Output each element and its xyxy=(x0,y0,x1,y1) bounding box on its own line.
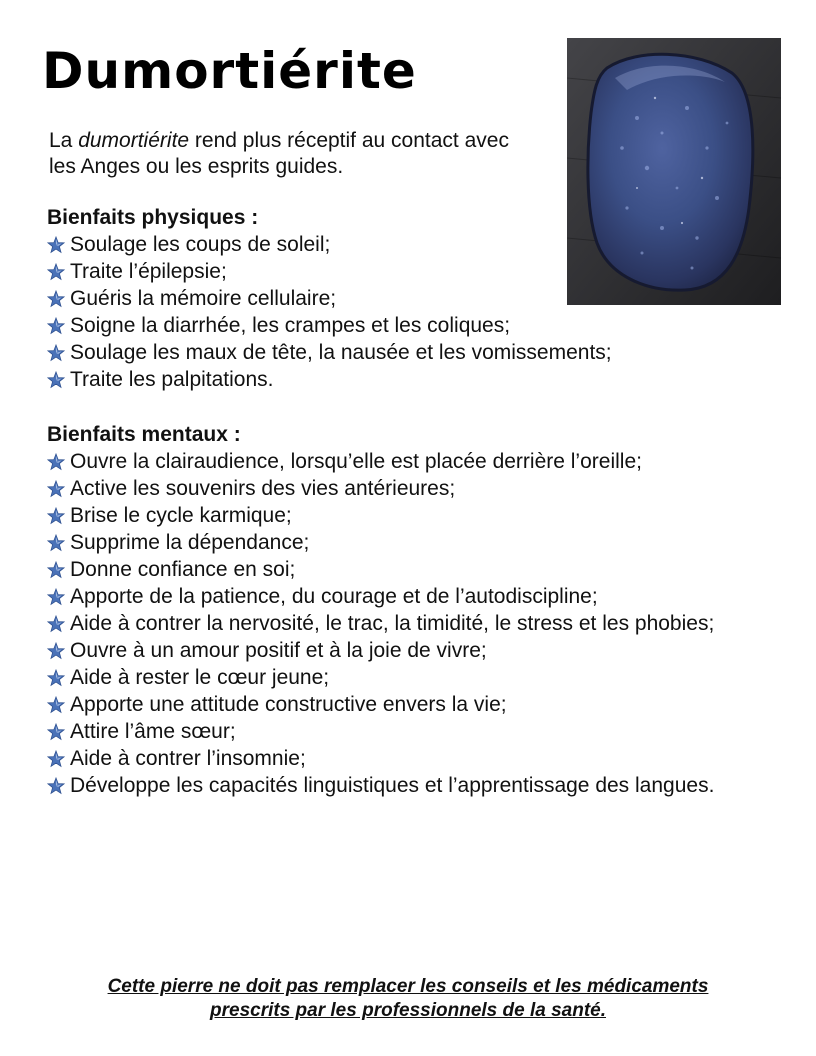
star-icon xyxy=(47,615,65,633)
list-item xyxy=(47,637,730,664)
list-item-text: Soigne la diarrhée, les crampes et les coliques; xyxy=(70,314,511,337)
mental-benefits-list xyxy=(47,448,730,799)
mental-benefits-heading: Bienfaits mentaux : xyxy=(47,423,241,446)
star-icon xyxy=(47,453,65,471)
star-icon xyxy=(47,290,65,308)
list-item xyxy=(47,556,730,583)
health-disclaimer xyxy=(0,975,816,1023)
list-item xyxy=(47,475,730,502)
list-item xyxy=(47,502,730,529)
star-icon xyxy=(47,344,65,362)
star-icon xyxy=(47,480,65,498)
star-icon xyxy=(47,561,65,579)
list-item-text: Aide à contrer l’insomnie; xyxy=(70,747,306,770)
list-item-text: Apporte de la patience, du courage et de l’autodiscipline; xyxy=(70,585,598,608)
list-item-text: Guéris la mémoire cellulaire; xyxy=(70,287,337,310)
list-item-text: Ouvre la clairaudience, lorsqu’elle est placée derrière l’oreille; xyxy=(70,450,642,473)
star-icon xyxy=(47,588,65,606)
intro-prefix: La xyxy=(49,129,79,152)
physical-benefits-section xyxy=(47,204,730,393)
star-icon xyxy=(47,669,65,687)
list-item-text: Ouvre à un amour positif et à la joie de vivre; xyxy=(70,639,487,662)
list-item xyxy=(47,339,730,366)
physical-benefits-list xyxy=(47,231,730,393)
list-item xyxy=(47,448,730,475)
disclaimer-line-1: Cette pierre ne doit pas remplacer les conseils et les médicaments xyxy=(107,976,709,997)
list-item-text: Soulage les coups de soleil; xyxy=(70,233,331,256)
page-title: Dumortiérite xyxy=(42,42,417,100)
star-icon xyxy=(47,236,65,254)
list-item xyxy=(47,529,730,556)
mental-benefits-section xyxy=(47,421,730,799)
star-icon xyxy=(47,317,65,335)
intro-paragraph xyxy=(49,128,539,180)
list-item-text: Apporte une attitude constructive envers la vie; xyxy=(70,693,507,716)
list-item-text: Aide à contrer la nervosité, le trac, la timidité, le stress et les phobies; xyxy=(70,612,715,635)
list-item-text: Brise le cycle karmique; xyxy=(70,504,292,527)
list-item-text: Soulage les maux de tête, la nausée et les vomissements; xyxy=(70,341,612,364)
list-item-text: Active les souvenirs des vies antérieures; xyxy=(70,477,456,500)
list-item-text: Traite l’épilepsie; xyxy=(70,260,227,283)
star-icon xyxy=(47,507,65,525)
star-icon xyxy=(47,371,65,389)
intro-stone-name: dumortiérite xyxy=(78,129,190,152)
list-item xyxy=(47,610,730,637)
list-item xyxy=(47,718,730,745)
disclaimer-line-2: prescrits par les professionnels de la santé. xyxy=(210,1000,606,1021)
list-item xyxy=(47,583,730,610)
list-item-text: Supprime la dépendance; xyxy=(70,531,310,554)
list-item xyxy=(47,258,730,285)
list-item xyxy=(47,312,730,339)
list-item xyxy=(47,772,730,799)
star-icon xyxy=(47,263,65,281)
list-item xyxy=(47,691,730,718)
star-icon xyxy=(47,642,65,660)
star-icon xyxy=(47,534,65,552)
list-item-text: Donne confiance en soi; xyxy=(70,558,296,581)
list-item xyxy=(47,745,730,772)
star-icon xyxy=(47,777,65,795)
star-icon xyxy=(47,696,65,714)
list-item xyxy=(47,366,730,393)
star-icon xyxy=(47,723,65,741)
intro-suffix: rend plus réceptif au contact avec les Anges ou les esprits guides. xyxy=(49,129,509,178)
list-item-text: Attire l’âme sœur; xyxy=(70,720,236,743)
list-item xyxy=(47,664,730,691)
list-item xyxy=(47,231,730,258)
star-icon xyxy=(47,750,65,768)
list-item xyxy=(47,285,730,312)
list-item-text: Développe les capacités linguistiques et l’apprentissage des langues. xyxy=(70,774,715,797)
physical-benefits-heading: Bienfaits physiques : xyxy=(47,206,259,229)
list-item-text: Traite les palpitations. xyxy=(70,368,274,391)
list-item-text: Aide à rester le cœur jeune; xyxy=(70,666,330,689)
